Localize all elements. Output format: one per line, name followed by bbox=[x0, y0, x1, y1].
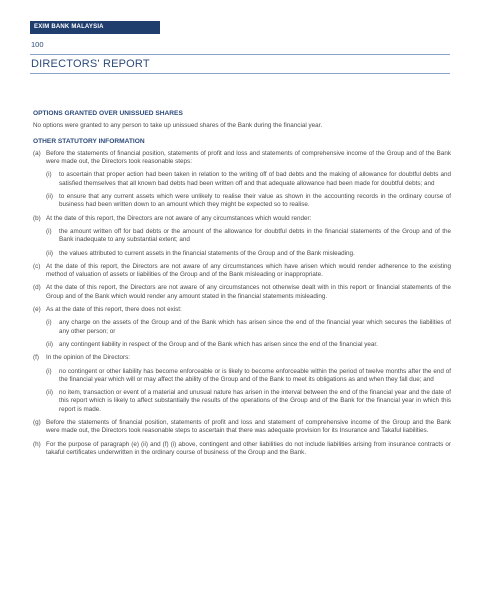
sub-item bbox=[46, 228, 451, 245]
item-label: (f) bbox=[33, 354, 39, 362]
sub-item bbox=[46, 193, 451, 210]
item-label: (d) bbox=[33, 284, 41, 292]
list-item bbox=[33, 263, 451, 280]
sub-item bbox=[46, 341, 451, 349]
sub-item-label: (i) bbox=[46, 171, 52, 179]
options-text: No options were granted to any person to take up unissued shares of the Bank during the financial year. bbox=[33, 122, 323, 130]
bank-name-tab: EXIM BANK MALAYSIA bbox=[30, 21, 160, 34]
item-text: At the date of this report, the Directors are not aware of any circumstances not otherwise dealt with in this report or financial statements of the Group and of the Bank which would render any amount stated in the financial statements misleading. bbox=[46, 284, 451, 300]
item-text: Before the statements of financial position, statements of profit and loss and statements of comprehensive income of the Group and of the Bank were made out, the Directors took reasonable steps: bbox=[46, 149, 451, 166]
page-number: 100 bbox=[31, 40, 44, 49]
sub-item-label: (i) bbox=[46, 227, 52, 235]
item-text: At the date of this report, the Directors are not aware of any circumstances which would render: bbox=[46, 214, 312, 222]
page-title: DIRECTORS' REPORT bbox=[31, 58, 150, 70]
list-item bbox=[33, 441, 451, 458]
list-item bbox=[33, 215, 451, 223]
sub-item-text: any contingent liability in respect of the Group and of the Bank which has arisen since the end of the financial year. bbox=[59, 340, 378, 348]
item-label: (c) bbox=[33, 262, 41, 270]
item-text: As at the date of this report, there does not exist: bbox=[46, 306, 182, 314]
sub-item bbox=[46, 389, 451, 414]
sub-item-label: (i) bbox=[46, 367, 52, 375]
sub-item bbox=[46, 368, 451, 385]
sub-item bbox=[46, 250, 451, 258]
item-text: Before the statements of financial position, statements of profit and loss and statement of comprehensive income of the Group and the Bank were made out, the Directors took reasonable steps to ascertain that there was adequate provision for its Insurance and Takaful liabilities. bbox=[46, 419, 451, 435]
sub-item-label: (ii) bbox=[46, 389, 53, 397]
sub-item-label: (i) bbox=[46, 319, 52, 327]
list-item bbox=[33, 150, 451, 167]
sub-item-label: (ii) bbox=[46, 340, 53, 348]
sub-item-label: (ii) bbox=[46, 193, 53, 201]
sub-item-text: no item, transaction or event of a material and unusual nature has arisen in the interval between the end of the financial year and the date of this report which is likely to affect substantially the results of the operations of the Group and of the Bank for the financial year in which this report is made. bbox=[59, 389, 451, 413]
list-item bbox=[33, 354, 451, 362]
item-text: For the purpose of paragraph (e) (ii) and (f) (i) above, contingent and other liabilities do not include liabilities arising from insurance contracts or takaful certificates underwritten in the ordinary course of business of the Group and the Bank. bbox=[46, 440, 451, 456]
sub-item-text: to ensure that any current assets which were unlikely to realise their value as shown in the accounting records in the ordinary course of business had been written down to an amount which they might be expected so to realise. bbox=[59, 193, 451, 209]
sub-item-text: to ascertain that proper action had been taken in relation to the writing off of bad debts and the making of allowance for doubtful debts and satisfied themselves that all known bad debts had been written off and that adequate allowance had been made for doubtful debts; and bbox=[59, 171, 451, 187]
item-label: (g) bbox=[33, 419, 41, 427]
sub-item bbox=[46, 171, 451, 188]
sub-item-text: no contingent or other liability has become enforceable or is likely to become enforceable within the period of twelve months after the end of the financial year which will or may affect the ability of the Group and of the Bank to meet its obligations as and when they fall due; and bbox=[59, 367, 451, 383]
sub-item-label: (ii) bbox=[46, 249, 53, 257]
top-divider bbox=[30, 54, 450, 55]
options-heading: OPTIONS GRANTED OVER UNISSUED SHARES bbox=[33, 110, 183, 117]
item-label: (b) bbox=[33, 214, 41, 222]
sub-item-text: the amount written off for bad debts or the amount of the allowance for doubtful debts in the financial statements of the Group and of the Bank inadequate to any substantial extent; and bbox=[59, 227, 451, 244]
list-item bbox=[33, 306, 451, 314]
sub-item-text: the values attributed to current assets in the financial statements of the Group and of the Bank misleading. bbox=[59, 249, 355, 257]
item-text: In the opinion of the Directors: bbox=[46, 354, 131, 362]
other-statutory-heading: OTHER STATUTORY INFORMATION bbox=[33, 137, 145, 145]
report-body bbox=[33, 110, 451, 462]
sub-item-text: any charge on the assets of the Group and of the Bank which has arisen since the end of the financial year which secures the liabilities of any other person; or bbox=[59, 319, 451, 335]
sub-item bbox=[46, 319, 451, 336]
item-label: (e) bbox=[33, 306, 41, 314]
item-label: (a) bbox=[33, 149, 41, 157]
list-item bbox=[33, 419, 451, 436]
item-text: At the date of this report, the Directors are not aware of any circumstances which have arisen which would render adherence to the existing method of valuation of assets or liabilities of the Group and of the Bank misleading or inappropriate. bbox=[46, 262, 451, 279]
list-item bbox=[33, 284, 451, 301]
item-label: (h) bbox=[33, 440, 41, 448]
title-divider bbox=[30, 73, 450, 74]
